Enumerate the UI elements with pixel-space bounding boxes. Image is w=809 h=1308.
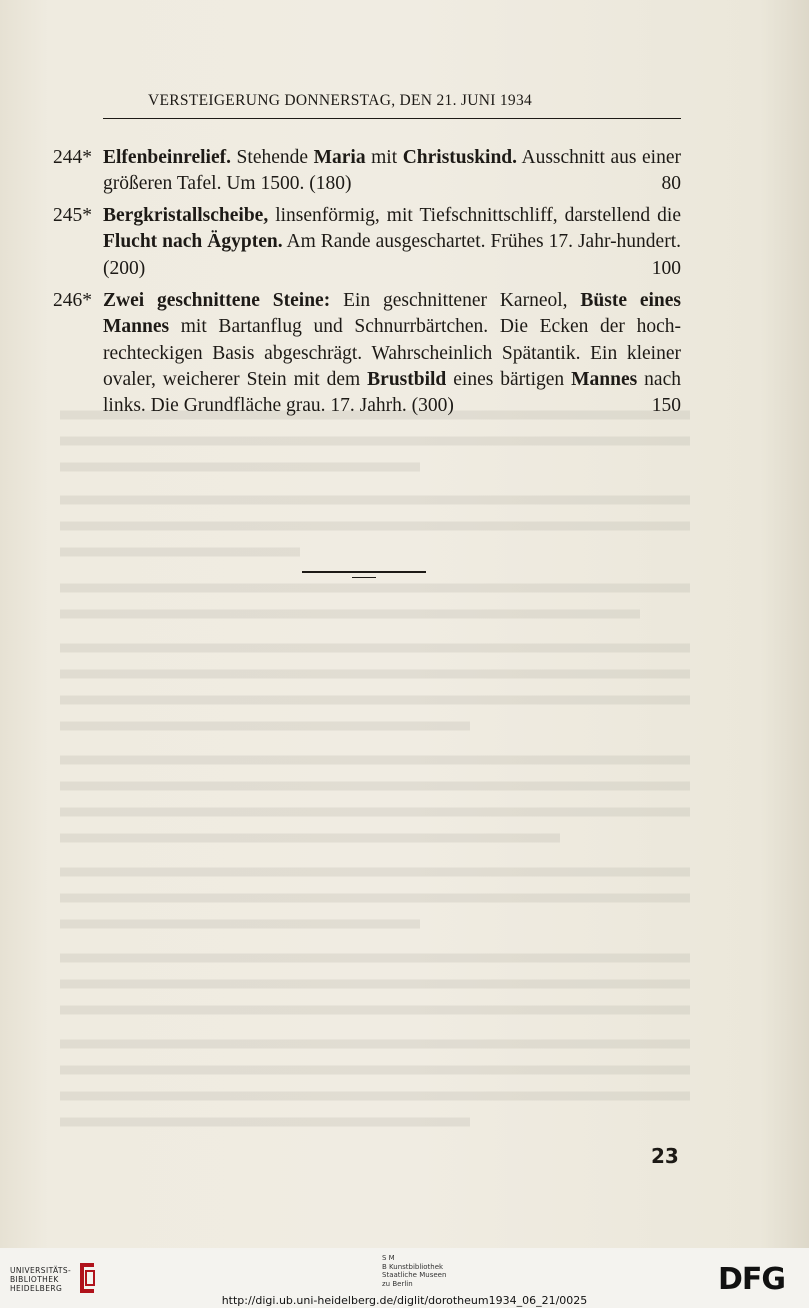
- stamp-line: S M: [382, 1254, 395, 1262]
- text-run: mit Bartanflug und Schnurrbärtchen. Die Ecken der hoch-rechteckigen Basis abgeschrägt. Wahrscheinlich Spätantik. Ein kleiner ovaler, weicherer Stein mit dem: [103, 316, 681, 390]
- lot-price: 80: [661, 173, 681, 195]
- lot-number: 246*: [53, 290, 92, 311]
- logo-line: BIBLIOTHEK: [10, 1275, 59, 1284]
- bold-run: Brustbild: [367, 368, 447, 390]
- text-run: Am Rande ausgeschartet. Frühes 17. Jahr-hundert. (200): [103, 231, 681, 279]
- page-number: 23: [651, 1144, 679, 1168]
- bold-run: Maria: [313, 147, 366, 168]
- section-end-ornament: [302, 571, 426, 573]
- library-emblem-icon: [74, 1259, 100, 1297]
- bold-run: Christuskind.: [402, 147, 518, 168]
- bold-run: Büste eines Mannes: [103, 290, 682, 338]
- text-run: nach links. Die Grundfläche grau. 17. Jahrh. (300): [103, 368, 681, 417]
- text-run: Ein geschnittener Karneol,: [330, 290, 581, 311]
- catalog-entry-246: [53, 288, 681, 419]
- text-run: mit: [365, 147, 403, 168]
- lot-description: [103, 288, 681, 419]
- logo-line: UNIVERSITÄTS-: [10, 1266, 72, 1275]
- header-rule: [103, 118, 681, 119]
- catalog-entry-245: [53, 203, 681, 282]
- text-run: Stehende: [231, 147, 314, 168]
- stamp-line: B Kunstbibliothek: [382, 1262, 444, 1271]
- logo-line: HEIDELBERG: [10, 1284, 63, 1293]
- catalog-entry-244: [53, 145, 681, 198]
- library-stamp: [382, 1254, 446, 1288]
- bold-run: Mannes: [571, 368, 638, 390]
- stamp-line: zu Berlin: [382, 1279, 413, 1288]
- lot-price: 100: [651, 257, 681, 279]
- section-end-ornament-small: [352, 577, 376, 578]
- lot-title: Zwei geschnittene Steine:: [103, 290, 331, 311]
- text-run: eines bärtigen: [446, 368, 572, 390]
- running-header: VERSTEIGERUNG DONNERSTAG, DEN 21. JUNI 1934: [148, 92, 533, 109]
- lot-price: 150: [651, 395, 681, 417]
- lot-number: 245*: [53, 205, 92, 226]
- lot-title: Bergkristallscheibe,: [103, 205, 269, 226]
- lot-description: [103, 203, 681, 282]
- university-library-logo[interactable]: [10, 1266, 71, 1293]
- text-run: Ausschnitt aus einer größeren Tafel. Um 1500. (180): [103, 147, 681, 195]
- stamp-line: Staatliche Museen: [382, 1271, 447, 1279]
- lot-description: [103, 145, 681, 198]
- bold-run: Flucht nach Ägypten.: [103, 231, 283, 253]
- dfg-logo[interactable]: DFG: [718, 1262, 786, 1297]
- permalink-url[interactable]: http://digi.ub.uni-heidelberg.de/diglit/dorotheum1934_06_21/0025: [221, 1294, 588, 1307]
- lot-title: Elfenbeinrelief.: [103, 147, 231, 168]
- text-run: linsenförmig, mit Tiefschnittschliff, darstellend die: [268, 205, 681, 226]
- lot-number: 244*: [53, 147, 92, 168]
